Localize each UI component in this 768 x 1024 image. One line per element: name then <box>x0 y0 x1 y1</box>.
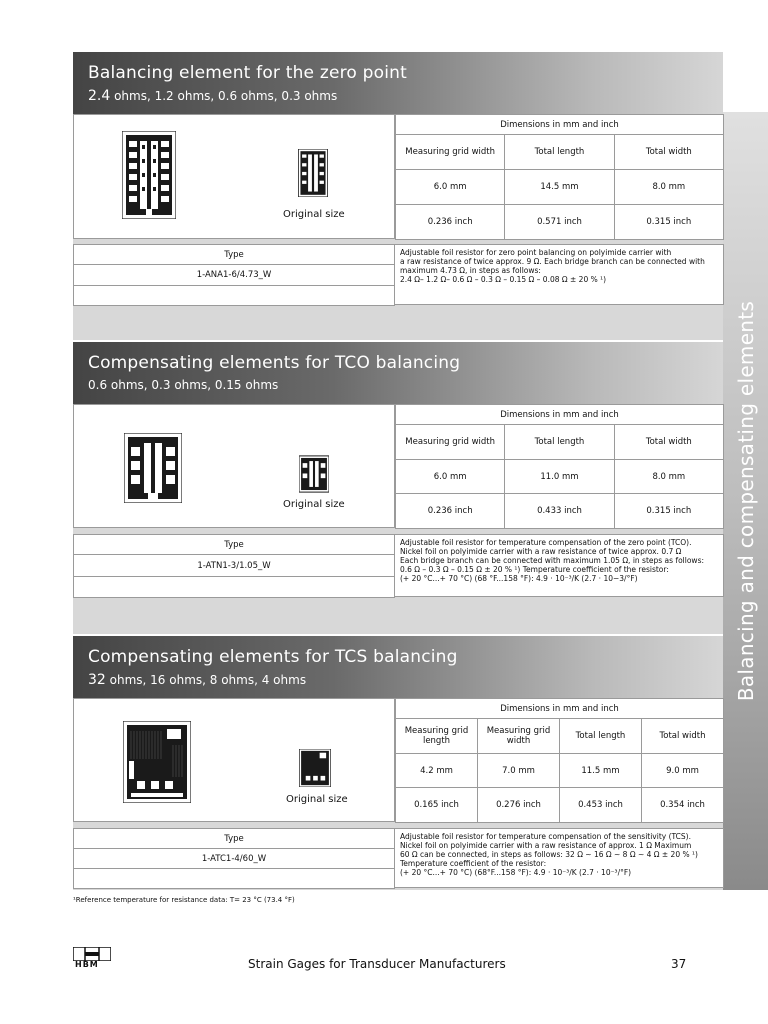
inch-value: 0.315 inch <box>614 205 723 240</box>
product-image-cell <box>73 404 395 528</box>
inch-value: 0.236 inch <box>396 494 505 529</box>
hbm-logo <box>73 947 111 969</box>
type-value: 1-ANA1-6/4.73_W <box>74 265 395 286</box>
mm-value: 9.0 mm <box>642 754 724 788</box>
mm-value: 11.0 mm <box>505 460 614 494</box>
inch-value: 0.453 inch <box>560 788 642 823</box>
sidebar-title: Balancing and compensating elements <box>733 300 758 702</box>
original-size-label: Original size <box>283 209 345 220</box>
inch-value: 0.315 inch <box>614 494 723 529</box>
dimensions-table <box>395 404 724 529</box>
tcs-element-image-original <box>299 749 331 787</box>
column-header: Total width <box>614 135 723 170</box>
hbm-logo-icon <box>73 947 111 961</box>
description-box <box>395 828 724 888</box>
balancing-element-image-original <box>298 149 328 197</box>
type-value: 1-ATN1-3/1.05_W <box>74 555 395 577</box>
tco-element-image-enlarged <box>124 433 182 503</box>
description-line: Nickel foil on polyimide carrier with a raw resistance of approx. 1 Ω Maximum <box>400 841 692 850</box>
inch-value: 0.276 inch <box>478 788 560 823</box>
section-header <box>73 342 723 404</box>
type-empty-row <box>74 577 395 598</box>
product-image-cell <box>73 114 395 239</box>
column-header: Measuring grid width <box>396 425 505 460</box>
section-subtitle: 0.6 ohms, 0.3 ohms, 0.15 ohms <box>88 378 279 392</box>
mm-value: 4.2 mm <box>396 754 478 788</box>
description-line: Adjustable foil resistor for temperature compensation of the zero point (TCO). <box>400 538 692 547</box>
footer-title: Strain Gages for Transducer Manufacturers <box>248 957 506 971</box>
inch-value: 0.236 inch <box>396 205 505 240</box>
footnote: ¹Reference temperature for resistance data: T= 23 °C (73.4 °F) <box>73 896 295 904</box>
dimensions-table <box>395 698 724 823</box>
section-subtitle: 2.4 ohms, 1.2 ohms, 0.6 ohms, 0.3 ohms <box>88 88 338 104</box>
mm-value: 6.0 mm <box>396 460 505 494</box>
product-image-cell <box>73 698 395 822</box>
original-size-label: Original size <box>286 794 348 805</box>
column-header: Measuring grid length <box>396 719 478 754</box>
sidebar-tab <box>723 112 768 890</box>
description-line: Adjustable foil resistor for zero point balancing on polyimide carrier with <box>400 248 672 257</box>
inch-value: 0.165 inch <box>396 788 478 823</box>
type-table <box>73 828 395 889</box>
description-line: (+ 20 °C...+ 70 °C) (68°F...158 °F): 4.9 · 10⁻³/K (2.7 · 10⁻³/°F) <box>400 868 632 877</box>
description-line: (+ 20 °C...+ 70 °C) (68 °F...158 °F): 4.9 · 10⁻³/K (2.7 · 10−3/°F) <box>400 574 638 583</box>
type-empty-row <box>74 869 395 889</box>
column-header: Total width <box>614 425 723 460</box>
mm-value: 11.5 mm <box>560 754 642 788</box>
balancing-element-image-enlarged <box>122 131 176 219</box>
description-line: 0.6 Ω – 0.3 Ω – 0.15 Ω ± 20 % ¹) Temperature coefficient of the resistor: <box>400 565 669 574</box>
section-subtitle: 32 ohms, 16 ohms, 8 ohms, 4 ohms <box>88 672 307 688</box>
type-table <box>73 244 395 306</box>
mm-value: 8.0 mm <box>614 170 723 205</box>
mm-value: 6.0 mm <box>396 170 505 205</box>
type-value: 1-ATC1-4/60_W <box>74 849 395 869</box>
description-line: 2.4 Ω– 1.2 Ω– 0.6 Ω – 0.3 Ω – 0.15 Ω – 0.08 Ω ± 20 % ¹) <box>400 275 607 284</box>
section-header <box>73 636 723 698</box>
description-line: Each bridge branch can be connected with maximum 1.05 Ω, in steps as follows: <box>400 556 704 565</box>
description-line: Temperature coefficient of the resistor: <box>400 859 547 868</box>
section-title: Balancing element for the zero point <box>88 63 407 83</box>
description-line: maximum 4.73 Ω, in steps as follows: <box>400 266 541 275</box>
description-line: a raw resistance of twice approx. 9 Ω. Each bridge branch can be connected with <box>400 257 705 266</box>
inch-value: 0.433 inch <box>505 494 614 529</box>
description-line: Nickel foil on polyimide carrier with a raw resistance of twice approx. 0.7 Ω <box>400 547 682 556</box>
type-label: Type <box>74 829 395 849</box>
column-header: Total length <box>505 425 614 460</box>
column-header: Measuring grid width <box>478 719 560 754</box>
tco-element-image-original <box>299 455 329 493</box>
section-title: Compensating elements for TCO balancing <box>88 353 461 373</box>
description-line: 60 Ω can be connected, in steps as follows: 32 Ω ~ 16 Ω ~ 8 Ω ~ 4 Ω ± 20 % ¹) <box>400 850 698 859</box>
description-box <box>395 534 724 597</box>
type-label: Type <box>74 535 395 555</box>
page-number: 37 <box>671 957 687 971</box>
dimensions-heading: Dimensions in mm and inch <box>396 115 724 135</box>
description-box <box>395 244 724 305</box>
description-line: Adjustable foil resistor for temperature compensation of the sensitivity (TCS). <box>400 832 691 841</box>
type-table <box>73 534 395 598</box>
mm-value: 8.0 mm <box>614 460 723 494</box>
dimensions-heading: Dimensions in mm and inch <box>396 405 724 425</box>
tcs-element-image-enlarged <box>123 721 191 803</box>
column-header: Total width <box>642 719 724 754</box>
column-header: Measuring grid width <box>396 135 505 170</box>
column-header: Total length <box>505 135 614 170</box>
logo-text: HBM <box>75 960 99 969</box>
inch-value: 0.571 inch <box>505 205 614 240</box>
inch-value: 0.354 inch <box>642 788 724 823</box>
original-size-label: Original size <box>283 499 345 510</box>
mm-value: 14.5 mm <box>505 170 614 205</box>
dimensions-heading: Dimensions in mm and inch <box>396 699 724 719</box>
type-label: Type <box>74 245 395 265</box>
dimensions-table <box>395 114 724 240</box>
type-empty-row <box>74 286 395 306</box>
section-header <box>73 52 723 114</box>
column-header: Total length <box>560 719 642 754</box>
mm-value: 7.0 mm <box>478 754 560 788</box>
section-title: Compensating elements for TCS balancing <box>88 647 458 667</box>
